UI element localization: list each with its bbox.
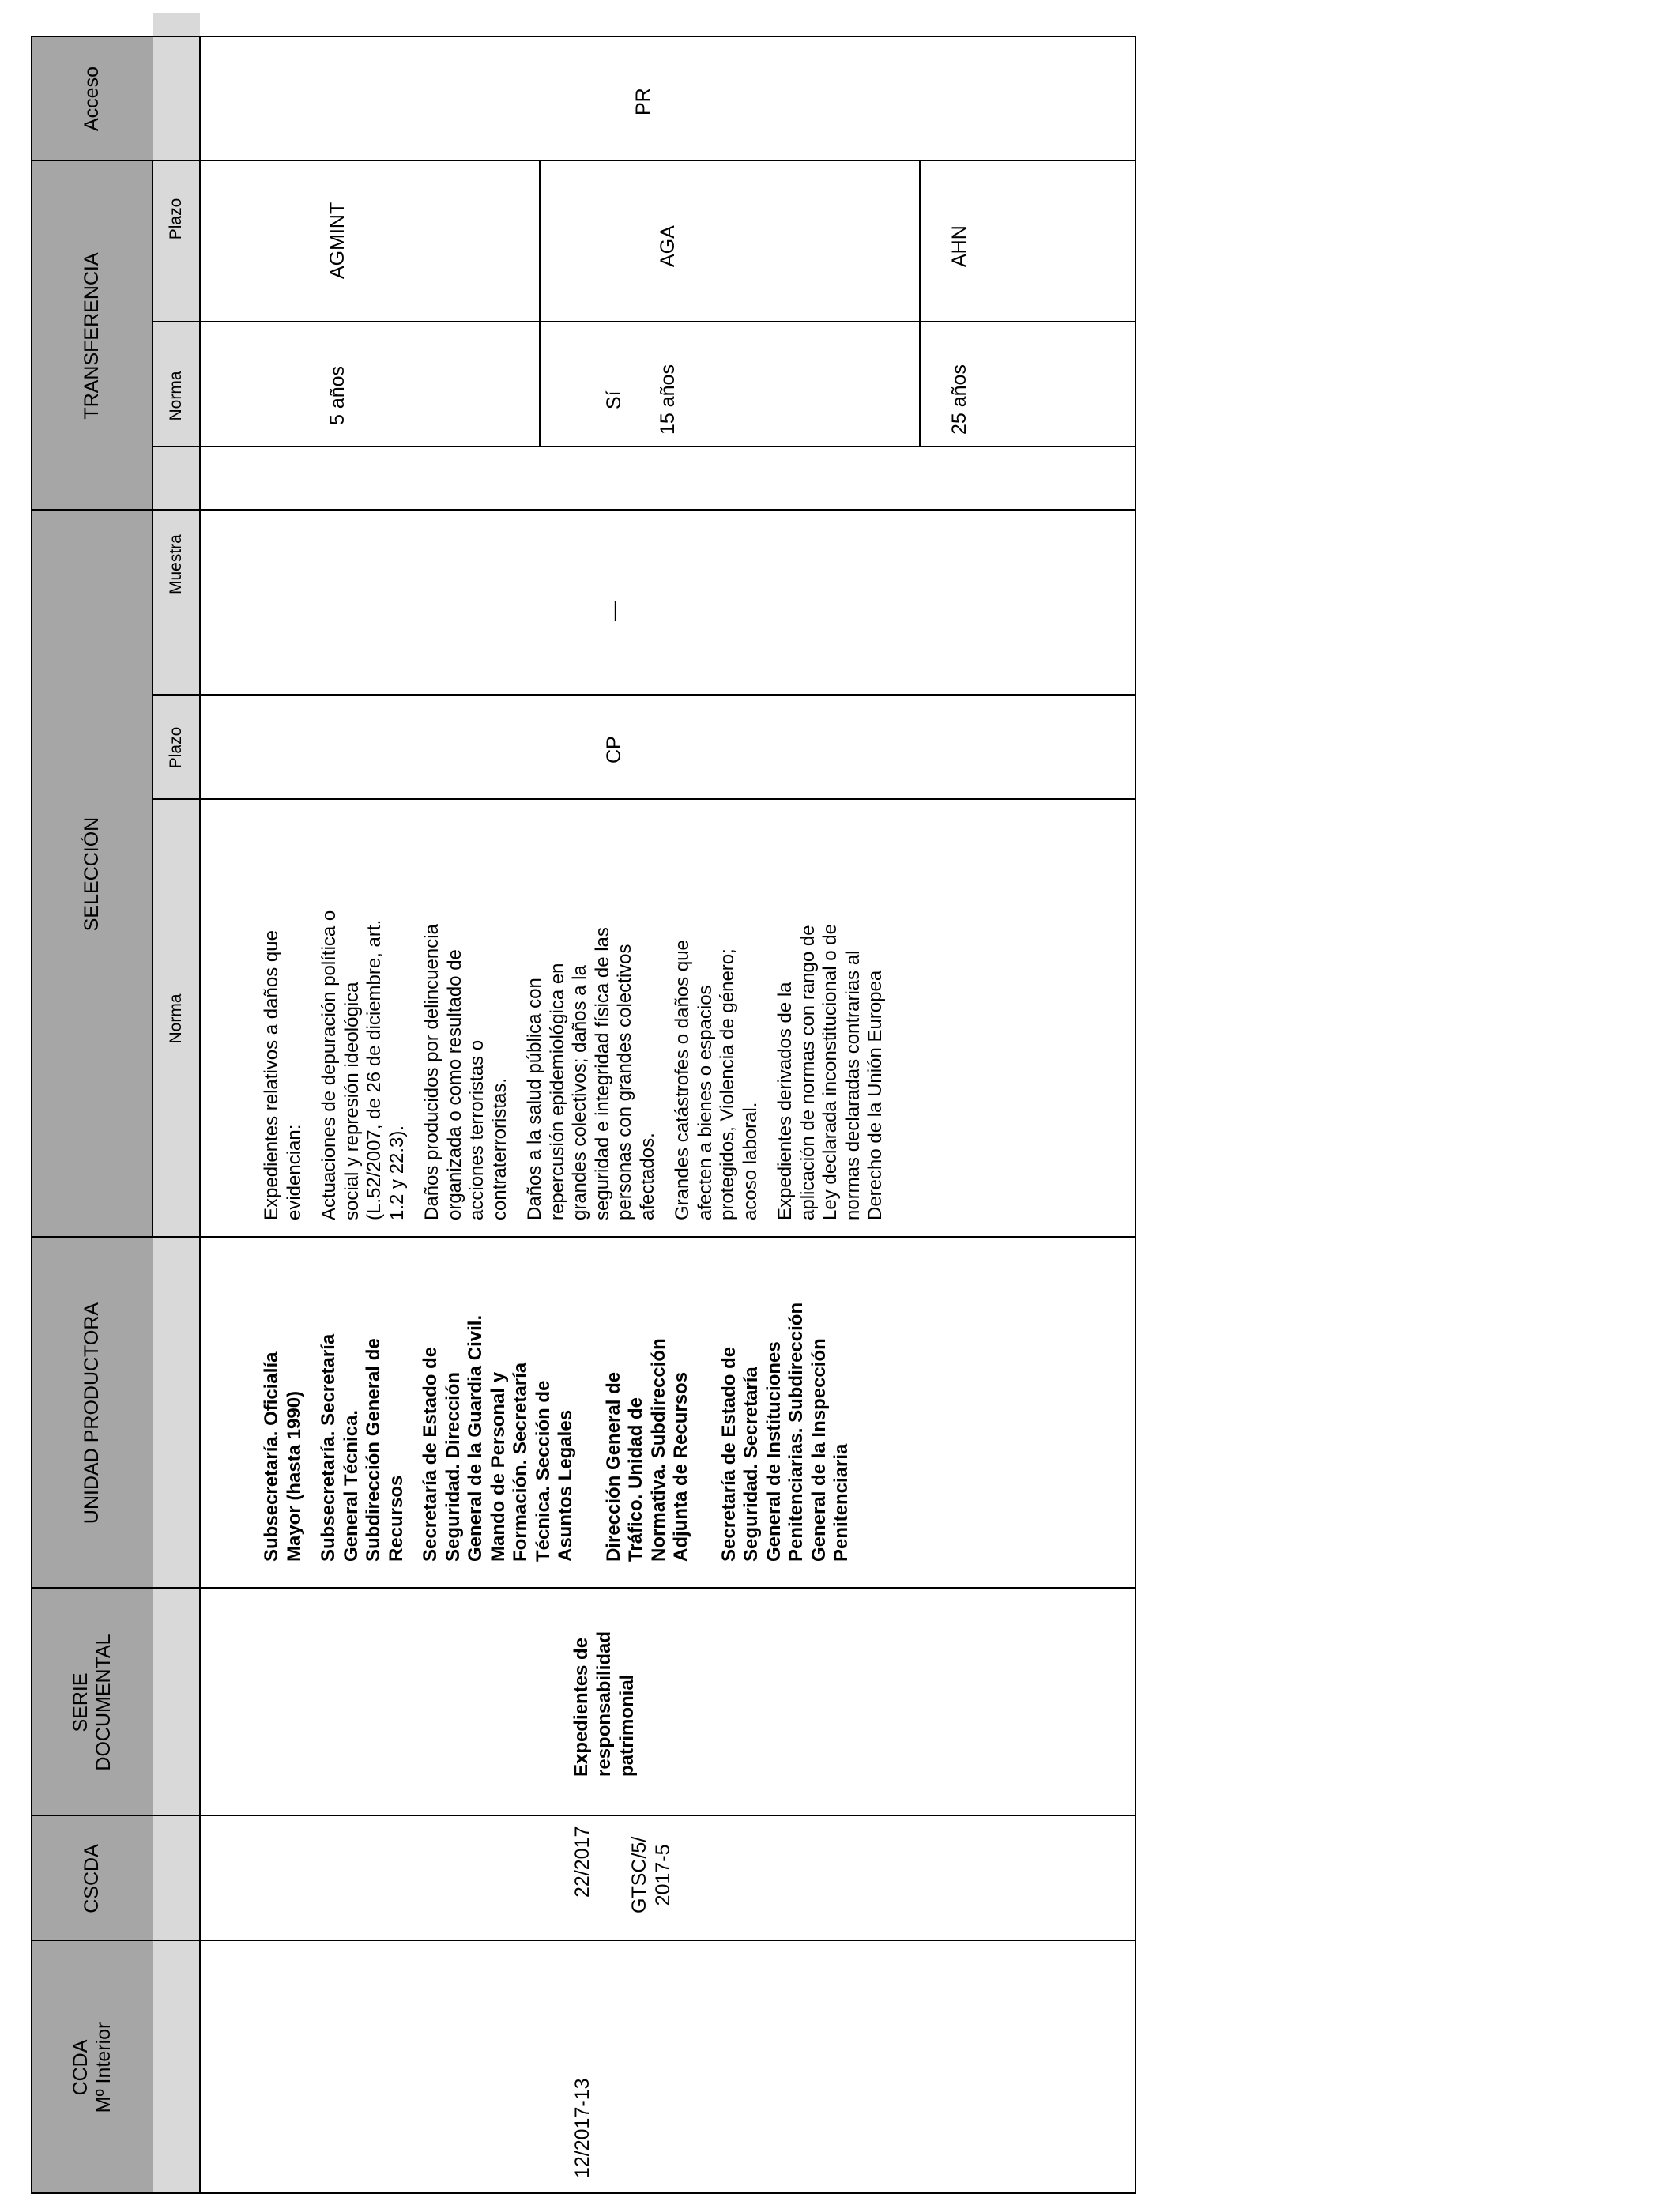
seleccion-plazo: CP <box>603 736 625 763</box>
header-ccda: CCDA Mº Interior <box>32 1941 153 2194</box>
subheader-seleccion-muestra: Muestra <box>153 511 200 696</box>
subheader-seleccion-plazo: Plazo <box>153 696 200 800</box>
transferencia-plazo-1: 5 años <box>326 365 348 425</box>
serie-documental: Expedientes de responsabilidad patrimonial <box>571 1630 638 1777</box>
table-border-top <box>31 36 32 2194</box>
subheader-divider <box>199 36 201 2194</box>
ccda-code: 12/2017-13 <box>571 2078 593 2178</box>
transfer-row-divider-2 <box>919 161 921 447</box>
seleccion-muestra: — <box>603 601 625 621</box>
norma-item: Expedientes relativos a daños que evidencian: <box>261 930 305 1220</box>
subheader-transferencia-norma: Norma <box>153 281 200 511</box>
cscda-code: 22/2017 <box>571 1826 593 1898</box>
col-line-5 <box>153 798 1136 800</box>
transferencia-archivo-3: AHN <box>948 225 970 267</box>
unidad-item: Dirección General de Tráfico. Unidad de Normativa. Subdirección Adjunta de Recursos <box>602 1338 691 1562</box>
subheader-transferencia-plazo: Plazo <box>153 156 200 281</box>
table-border-bottom <box>1135 36 1136 2194</box>
col-line-2 <box>32 1815 1136 1816</box>
cscda-gtsc-code: GTSC/5/ 2017-5 <box>628 1836 674 1913</box>
seleccion-norma-list <box>261 809 887 1220</box>
header-divider <box>152 161 153 1238</box>
norma-item: Daños producidos por delincuencia organizada o como resultado de acciones terroristas o contraterroristas. <box>421 924 510 1220</box>
header-seleccion: SELECCIÓN <box>32 511 153 1238</box>
header-cscda: CSCDA <box>32 1816 153 1941</box>
unidad-item: Subsecretaría. Oficialía Mayor (hasta 1990) <box>261 1351 305 1562</box>
acceso-value: PR <box>632 88 654 115</box>
subheader-blank <box>153 1238 200 2194</box>
transfer-row-divider-1 <box>539 161 541 447</box>
header-unidad-productora: UNIDAD PRODUCTORA <box>32 1238 153 1589</box>
unidad-item: Secretaría de Estado de Seguridad. Dirección General de la Guardia Civil. Mando de Personal y Formación. Secretaría Técnica. Sección de Asuntos Legales <box>420 1314 576 1562</box>
header-serie-documental: SERIE DOCUMENTAL <box>32 1589 153 1816</box>
transferencia-norma: Sí <box>603 390 625 409</box>
subheader-seleccion-norma: Norma <box>153 800 200 1238</box>
col-line-11 <box>32 36 1136 37</box>
norma-item: Grandes catástrofes o daños que afecten a bienes o espacios protegidos, Violencia de género; acoso laboral. <box>672 940 761 1220</box>
transferencia-plazo-2: 15 años <box>657 364 679 435</box>
col-line-1 <box>32 1940 1136 1941</box>
header-transferencia: TRANSFERENCIA <box>32 161 153 511</box>
header-acceso: Acceso <box>32 36 153 161</box>
subheader-acceso-blank <box>153 36 200 161</box>
col-line-9 <box>153 321 1136 322</box>
unidad-item: Subsecretaría. Secretaría General Técnica. Subdirección General de Recursos <box>318 1333 407 1562</box>
col-line-7 <box>32 509 1136 511</box>
transferencia-plazo-3: 25 años <box>948 364 970 435</box>
transferencia-archivo-2: AGA <box>657 225 679 267</box>
unidad-item: Secretaría de Estado de Seguridad. Secretaría General de Instituciones Penitenciarias. Subdirección General de la Inspección Penitenciaria <box>718 1302 852 1562</box>
unidad-productora-list <box>261 1230 853 1562</box>
norma-item: Daños a la salud pública con repercusión epidemiológica en grandes colectivos; daños a la seguridad e integridad física de las personas con grandes colectivos afectados. <box>524 927 658 1220</box>
transferencia-archivo-1: AGMINT <box>326 202 348 279</box>
norma-item: Actuaciones de depuración política o social y represión ideológica (L.52/2007, de 26 de diciembre, art. 1.2 y 22.3). <box>318 910 408 1220</box>
col-line-6 <box>153 694 1136 696</box>
norma-item: Expedientes derivados de la aplicación de normas con rango de Ley declarada inconstitucional o de normas declaradas contrarias al Derecho de la Unión Europea <box>774 924 886 1220</box>
col-line-10 <box>32 160 1136 161</box>
col-line-8 <box>153 446 1136 447</box>
